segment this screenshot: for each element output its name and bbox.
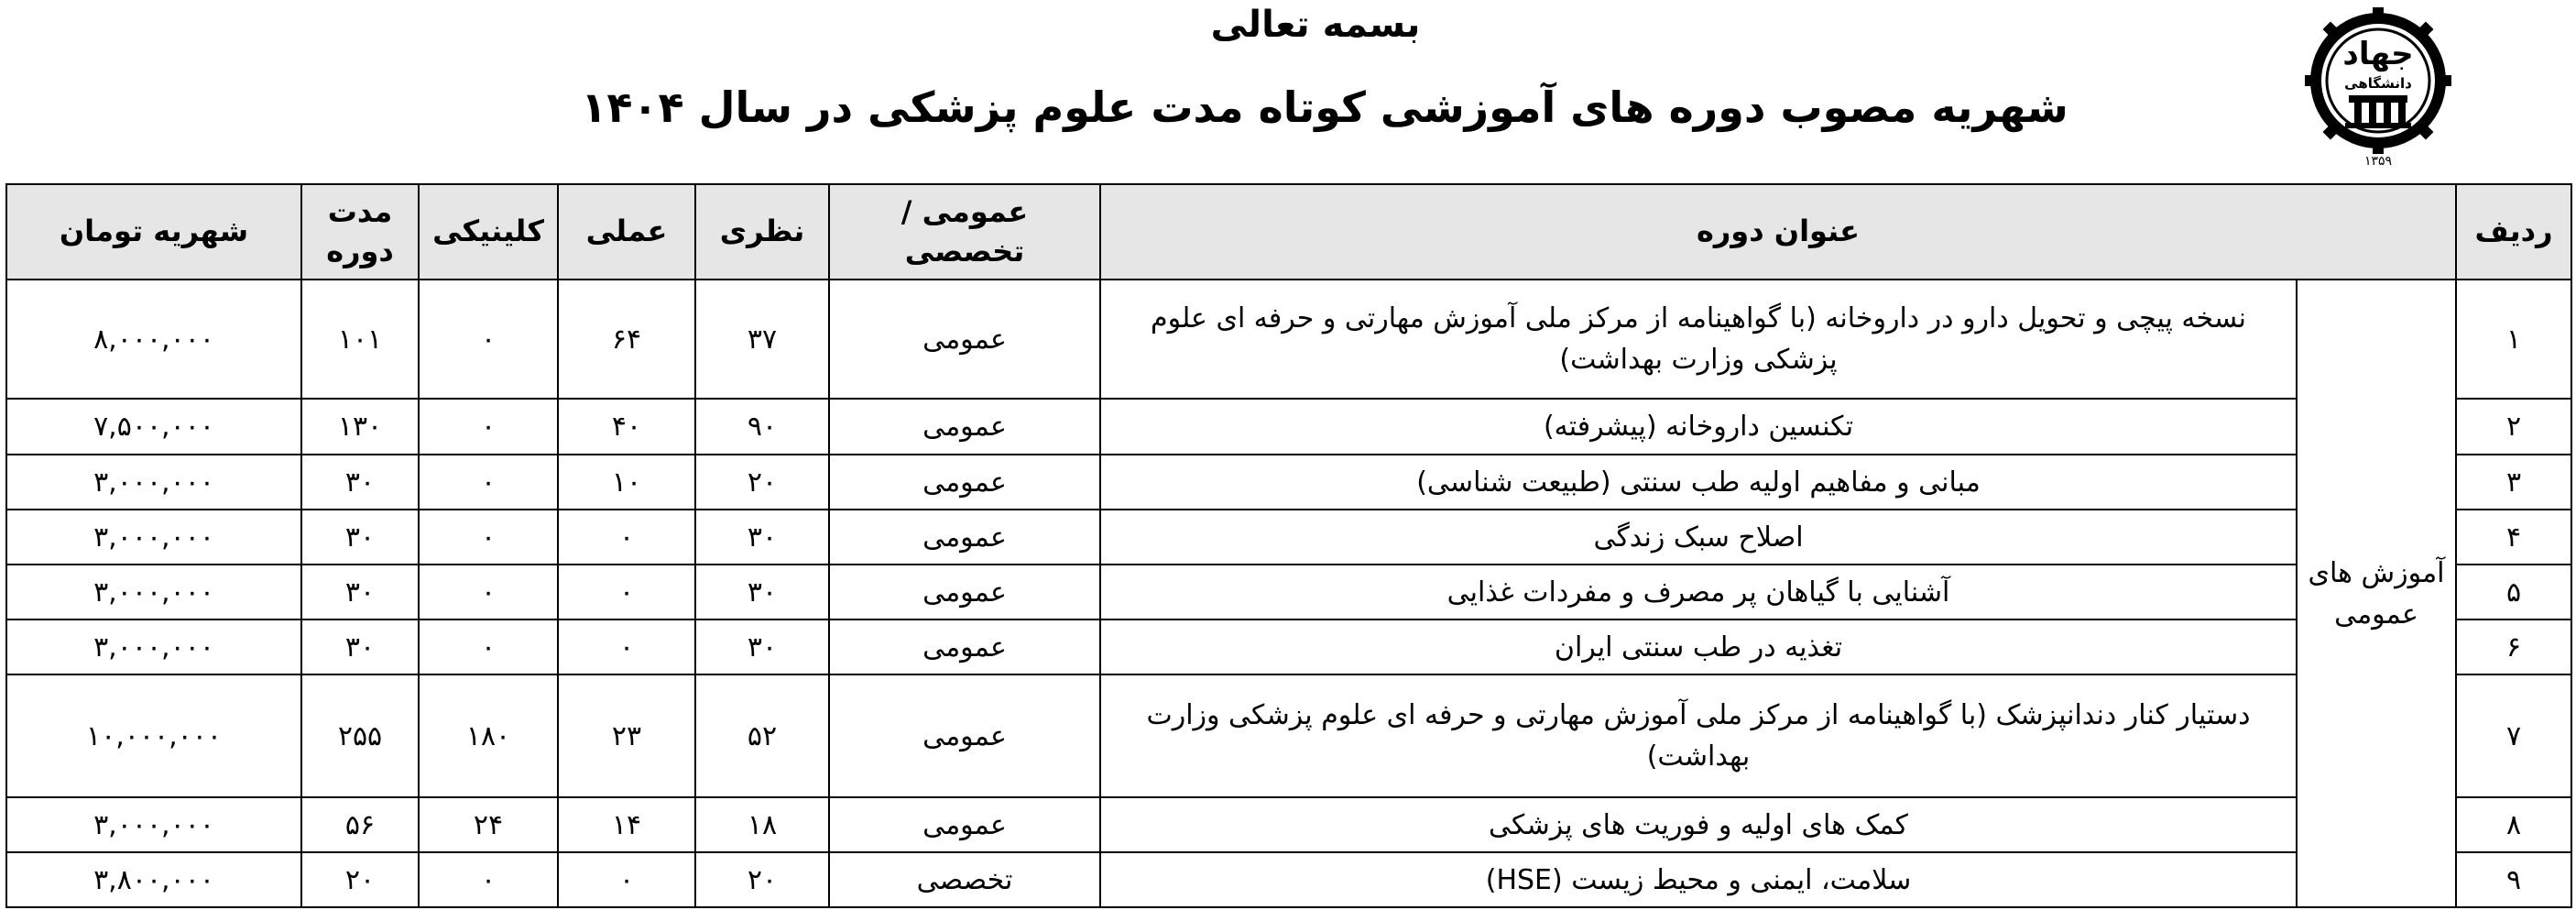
header-course-type: عمومی / تخصصی bbox=[829, 184, 1100, 280]
fee-cell: ۱۰,۰۰۰,۰۰۰ bbox=[6, 674, 301, 797]
course-title-cell: سلامت، ایمنی و محیط زیست (HSE) bbox=[1100, 852, 2297, 907]
duration-cell: ۳۰ bbox=[301, 455, 419, 510]
table-row bbox=[6, 619, 2571, 674]
duration-cell: ۲۵۵ bbox=[301, 674, 419, 797]
duration-cell: ۲۰ bbox=[301, 852, 419, 907]
duration-cell: ۳۰ bbox=[301, 619, 419, 674]
theory-hours-cell: ۲۰ bbox=[695, 455, 829, 510]
header-practical-hours: عملی bbox=[558, 184, 695, 280]
header-duration: مدت دوره bbox=[301, 184, 419, 280]
fee-cell: ۷,۵۰۰,۰۰۰ bbox=[6, 399, 301, 455]
course-type-cell: تخصصی bbox=[829, 852, 1100, 907]
header-row-number: ردیف bbox=[2456, 184, 2571, 280]
header-fee: شهریه تومان bbox=[6, 184, 301, 280]
practical-hours-cell: ۰ bbox=[558, 619, 695, 674]
course-title-cell: نسخه پیچی و تحویل دارو در داروخانه (با گواهینامه از مرکز ملی آموزش مهارتی و حرفه ای علوم پزشکی وزارت بهداشت) bbox=[1100, 280, 2297, 399]
course-type-cell: عمومی bbox=[829, 455, 1100, 510]
logo-subtitle-text: دانشگاهی bbox=[2344, 75, 2412, 92]
group-label-cell: آموزش های عمومی bbox=[2297, 280, 2456, 907]
duration-cell: ۳۰ bbox=[301, 510, 419, 565]
table-header-row bbox=[6, 184, 2571, 280]
duration-cell: ۱۰۱ bbox=[301, 280, 419, 399]
table-row bbox=[6, 510, 2571, 565]
course-type-cell: عمومی bbox=[829, 280, 1100, 399]
course-fees-table bbox=[5, 183, 2572, 908]
row-number-cell: ۲ bbox=[2456, 399, 2571, 455]
table-row bbox=[6, 852, 2571, 907]
row-number-cell: ۵ bbox=[2456, 565, 2571, 619]
clinical-hours-cell: ۲۴ bbox=[419, 797, 558, 852]
course-title-cell: دستیار کنار دندانپزشک (با گواهینامه از مرکز ملی آموزش مهارتی و حرفه ای علوم پزشکی وزارت بهداشت) bbox=[1100, 674, 2297, 797]
table-row bbox=[6, 399, 2571, 455]
table-row bbox=[6, 565, 2571, 619]
theory-hours-cell: ۵۲ bbox=[695, 674, 829, 797]
clinical-hours-cell: ۰ bbox=[419, 280, 558, 399]
logo-title-text: جهاد bbox=[2342, 36, 2414, 72]
row-number-cell: ۴ bbox=[2456, 510, 2571, 565]
row-number-cell: ۱ bbox=[2456, 280, 2571, 399]
table-row bbox=[6, 797, 2571, 852]
table-row bbox=[6, 455, 2571, 510]
row-number-cell: ۷ bbox=[2456, 674, 2571, 797]
bismillah-heading: بسمه تعالی bbox=[1210, 4, 1421, 46]
course-type-cell: عمومی bbox=[829, 399, 1100, 455]
duration-cell: ۱۳۰ bbox=[301, 399, 419, 455]
course-title-cell: کمک های اولیه و فوریت های پزشکی bbox=[1100, 797, 2297, 852]
fee-cell: ۳,۰۰۰,۰۰۰ bbox=[6, 455, 301, 510]
table-row bbox=[6, 280, 2571, 399]
fee-cell: ۳,۰۰۰,۰۰۰ bbox=[6, 619, 301, 674]
course-type-cell: عمومی bbox=[829, 510, 1100, 565]
course-title-cell: تغذیه در طب سنتی ایران bbox=[1100, 619, 2297, 674]
theory-hours-cell: ۹۰ bbox=[695, 399, 829, 455]
clinical-hours-cell: ۰ bbox=[419, 510, 558, 565]
row-number-cell: ۹ bbox=[2456, 852, 2571, 907]
practical-hours-cell: ۱۰ bbox=[558, 455, 695, 510]
course-type-cell: عمومی bbox=[829, 674, 1100, 797]
duration-cell: ۳۰ bbox=[301, 565, 419, 619]
clinical-hours-cell: ۰ bbox=[419, 565, 558, 619]
clinical-hours-cell: ۰ bbox=[419, 455, 558, 510]
header-course-title: عنوان دوره bbox=[1100, 184, 2456, 280]
fee-cell: ۳,۸۰۰,۰۰۰ bbox=[6, 852, 301, 907]
practical-hours-cell: ۰ bbox=[558, 565, 695, 619]
fee-cell: ۳,۰۰۰,۰۰۰ bbox=[6, 510, 301, 565]
fee-cell: ۸,۰۰۰,۰۰۰ bbox=[6, 280, 301, 399]
course-title-cell: مبانی و مفاهیم اولیه طب سنتی (طبیعت شناسی) bbox=[1100, 455, 2297, 510]
practical-hours-cell: ۶۴ bbox=[558, 280, 695, 399]
theory-hours-cell: ۱۸ bbox=[695, 797, 829, 852]
theory-hours-cell: ۳۰ bbox=[695, 565, 829, 619]
course-title-cell: آشنایی با گیاهان پر مصرف و مفردات غذایی bbox=[1100, 565, 2297, 619]
duration-cell: ۵۶ bbox=[301, 797, 419, 852]
course-type-cell: عمومی bbox=[829, 797, 1100, 852]
row-number-cell: ۳ bbox=[2456, 455, 2571, 510]
clinical-hours-cell: ۱۸۰ bbox=[419, 674, 558, 797]
practical-hours-cell: ۱۴ bbox=[558, 797, 695, 852]
page-title: شهریه مصوب دوره های آموزشی کوتاه مدت علوم پزشکی در سال ۱۴۰۴ bbox=[581, 82, 2068, 132]
course-title-cell: اصلاح سبک زندگی bbox=[1100, 510, 2297, 565]
jahad-daneshgahi-logo bbox=[2277, 7, 2479, 170]
theory-hours-cell: ۲۰ bbox=[695, 852, 829, 907]
course-title-cell: تکنسین داروخانه (پیشرفته) bbox=[1100, 399, 2297, 455]
theory-hours-cell: ۳۰ bbox=[695, 619, 829, 674]
fee-cell: ۳,۰۰۰,۰۰۰ bbox=[6, 797, 301, 852]
clinical-hours-cell: ۰ bbox=[419, 399, 558, 455]
table-row bbox=[6, 674, 2571, 797]
header-clinical-hours: کلینیکی bbox=[419, 184, 558, 280]
clinical-hours-cell: ۰ bbox=[419, 619, 558, 674]
row-number-cell: ۸ bbox=[2456, 797, 2571, 852]
practical-hours-cell: ۰ bbox=[558, 510, 695, 565]
practical-hours-cell: ۰ bbox=[558, 852, 695, 907]
row-number-cell: ۶ bbox=[2456, 619, 2571, 674]
course-type-cell: عمومی bbox=[829, 565, 1100, 619]
fee-cell: ۳,۰۰۰,۰۰۰ bbox=[6, 565, 301, 619]
logo-year-text: ۱۳۵۹ bbox=[2363, 154, 2393, 169]
header-theory-hours: نظری bbox=[695, 184, 829, 280]
theory-hours-cell: ۳۰ bbox=[695, 510, 829, 565]
practical-hours-cell: ۲۳ bbox=[558, 674, 695, 797]
course-type-cell: عمومی bbox=[829, 619, 1100, 674]
practical-hours-cell: ۴۰ bbox=[558, 399, 695, 455]
document-header bbox=[0, 0, 2576, 179]
clinical-hours-cell: ۰ bbox=[419, 852, 558, 907]
theory-hours-cell: ۳۷ bbox=[695, 280, 829, 399]
